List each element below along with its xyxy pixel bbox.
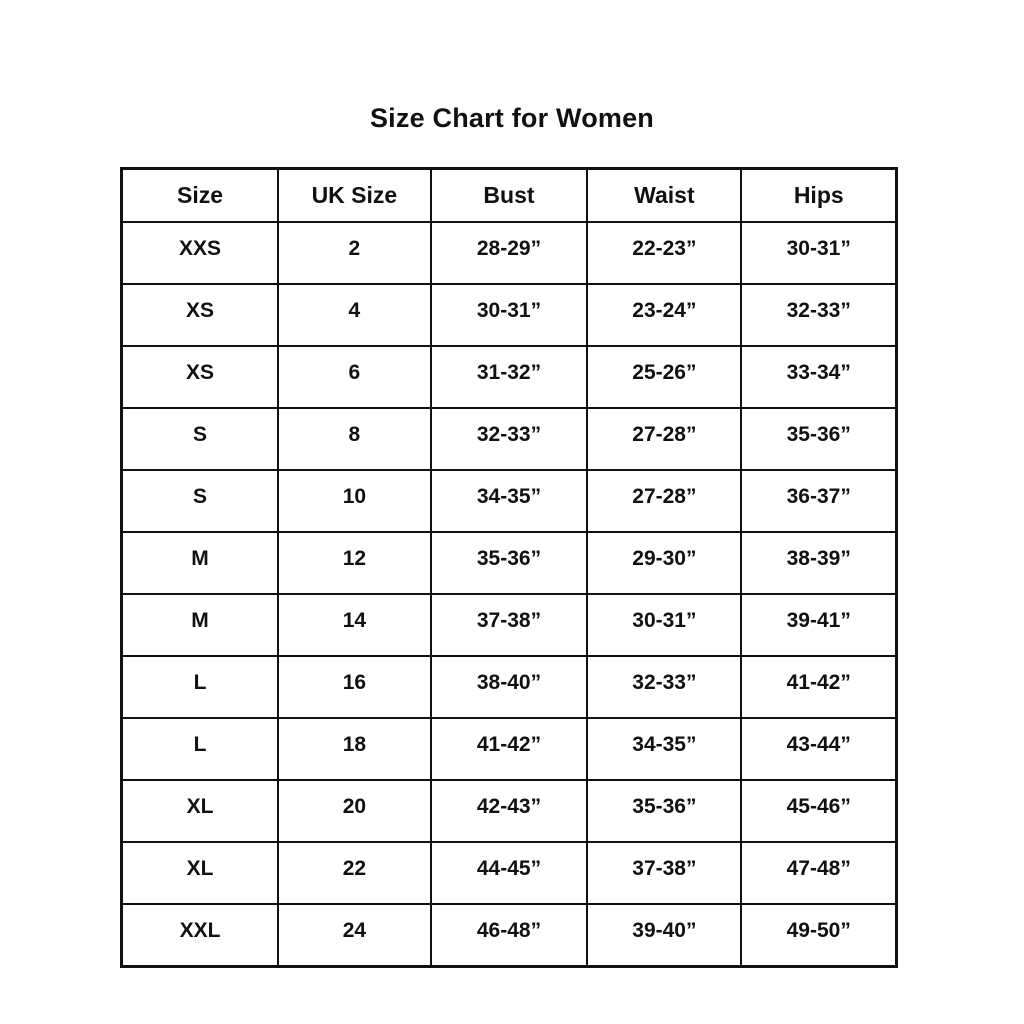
column-header: Size (122, 169, 279, 223)
table-cell: L (122, 656, 279, 718)
table-row (122, 780, 897, 842)
table-row (122, 408, 897, 470)
table-cell: 34-35” (431, 470, 588, 532)
table-cell: 30-31” (587, 594, 741, 656)
column-header: Hips (741, 169, 896, 223)
table-cell: 43-44” (741, 718, 896, 780)
size-table-body (122, 222, 897, 967)
table-cell: 45-46” (741, 780, 896, 842)
table-row (122, 656, 897, 718)
table-cell: S (122, 408, 279, 470)
table-cell: 14 (278, 594, 431, 656)
header-row (122, 169, 897, 223)
table-cell: 8 (278, 408, 431, 470)
table-row (122, 904, 897, 967)
table-cell: 38-39” (741, 532, 896, 594)
table-cell: 6 (278, 346, 431, 408)
table-row (122, 718, 897, 780)
table-row (122, 470, 897, 532)
table-cell: XL (122, 780, 279, 842)
table-cell: 31-32” (431, 346, 588, 408)
column-header: Bust (431, 169, 588, 223)
table-cell: 37-38” (587, 842, 741, 904)
table-cell: 42-43” (431, 780, 588, 842)
table-cell: 27-28” (587, 470, 741, 532)
table-cell: 16 (278, 656, 431, 718)
table-cell: S (122, 470, 279, 532)
size-chart-table (120, 167, 898, 968)
table-cell: 10 (278, 470, 431, 532)
table-cell: 27-28” (587, 408, 741, 470)
table-cell: 30-31” (431, 284, 588, 346)
table-cell: 49-50” (741, 904, 896, 967)
table-cell: 35-36” (431, 532, 588, 594)
table-cell: 37-38” (431, 594, 588, 656)
table-cell: 29-30” (587, 532, 741, 594)
table-cell: 30-31” (741, 222, 896, 284)
table-cell: XS (122, 346, 279, 408)
table-cell: 46-48” (431, 904, 588, 967)
table-cell: 32-33” (431, 408, 588, 470)
table-cell: 32-33” (741, 284, 896, 346)
table-cell: 22-23” (587, 222, 741, 284)
table-cell: 33-34” (741, 346, 896, 408)
table-cell: 12 (278, 532, 431, 594)
page-title: Size Chart for Women (369, 103, 655, 133)
table-cell: 18 (278, 718, 431, 780)
table-cell: M (122, 532, 279, 594)
table-cell: 25-26” (587, 346, 741, 408)
table-cell: 41-42” (431, 718, 588, 780)
table-cell: XXL (122, 904, 279, 967)
table-cell: 39-41” (741, 594, 896, 656)
table-cell: 36-37” (741, 470, 896, 532)
table-cell: 39-40” (587, 904, 741, 967)
table-row (122, 284, 897, 346)
table-cell: M (122, 594, 279, 656)
table-cell: 2 (278, 222, 431, 284)
table-cell: 23-24” (587, 284, 741, 346)
table-cell: 32-33” (587, 656, 741, 718)
table-cell: 38-40” (431, 656, 588, 718)
table-cell: XXS (122, 222, 279, 284)
size-table-head (122, 169, 897, 223)
table-cell: 22 (278, 842, 431, 904)
table-cell: 35-36” (741, 408, 896, 470)
table-cell: 28-29” (431, 222, 588, 284)
table-row (122, 532, 897, 594)
table-cell: 41-42” (741, 656, 896, 718)
table-cell: 47-48” (741, 842, 896, 904)
table-row (122, 222, 897, 284)
table-cell: XL (122, 842, 279, 904)
column-header: UK Size (278, 169, 431, 223)
table-cell: 44-45” (431, 842, 588, 904)
table-cell: XS (122, 284, 279, 346)
table-cell: 20 (278, 780, 431, 842)
table-row (122, 346, 897, 408)
table-cell: 24 (278, 904, 431, 967)
column-header: Waist (587, 169, 741, 223)
table-cell: 34-35” (587, 718, 741, 780)
table-cell: 4 (278, 284, 431, 346)
table-row (122, 594, 897, 656)
table-cell: 35-36” (587, 780, 741, 842)
table-cell: L (122, 718, 279, 780)
table-row (122, 842, 897, 904)
